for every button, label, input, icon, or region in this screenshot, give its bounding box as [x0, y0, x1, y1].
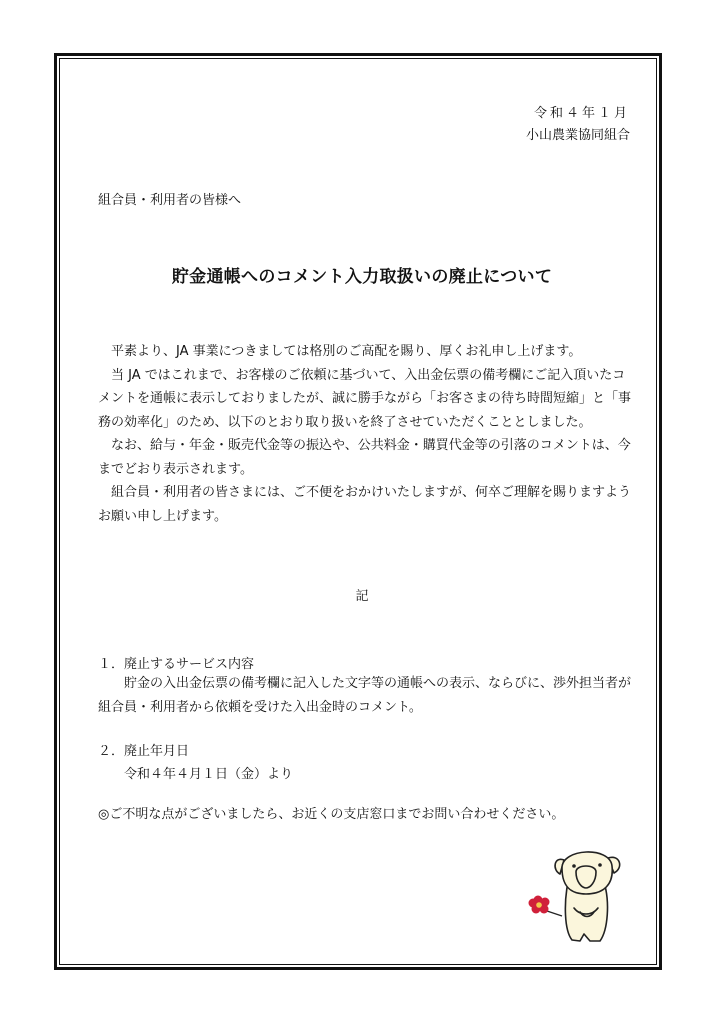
flower-icon: [529, 896, 563, 917]
body-paragraph: なお、給与・年金・販売代金等の振込や、公共料金・購買代金等の引落のコメントは、今までどおり表示されます。: [98, 438, 631, 477]
body-paragraph: 平素より、JA 事業につきましては格別のご高配を賜り、厚くお礼申し上げます。: [111, 344, 582, 359]
body-paragraph: 組合員・利用者の皆さまには、ご不便をおかけいたしますが、何卒ご理解を賜りますようお願い申し上げます。: [98, 485, 632, 524]
section-heading: １．廃止するサービス内容: [98, 657, 255, 672]
ki-marker: 記: [355, 589, 369, 604]
body-paragraph: 当 JA ではこれまで、お客様のご依頼に基づいて、入出金伝票の備考欄にご記入頂いたコメントを通帳に表示しておりましたが、誠に勝手ながら「お客さまの待ち時間短縮」と「事務の効率化」のため、以下のとおり取り扱いを終了させていただくこととしました。: [98, 367, 632, 430]
mascot-body-icon: [555, 852, 620, 941]
section-heading: ２．廃止年月日: [98, 744, 190, 759]
mascot-illustration: [524, 842, 644, 947]
addressee: 組合員・利用者の皆様へ: [98, 193, 242, 208]
section-text: 貯金の入出金伝票の備考欄に記入した文字等の通帳への表示、ならびに、渉外担当者が組合員・利用者から依頼を受けた入出金時のコメント。: [98, 676, 632, 715]
issuer-organization: 小山農業協同組合: [525, 128, 630, 143]
document-title: 貯金通帳へのコメント入力取扱いの廃止について: [171, 267, 553, 287]
section-text: 令和４年４月１日（金）より: [124, 767, 294, 782]
contact-notice: ◎ご不明な点がございましたら、お近くの支店窓口までお問い合わせください。: [98, 807, 565, 822]
body-text: [98, 340, 638, 528]
issue-date: 令和４年１月: [533, 106, 630, 121]
